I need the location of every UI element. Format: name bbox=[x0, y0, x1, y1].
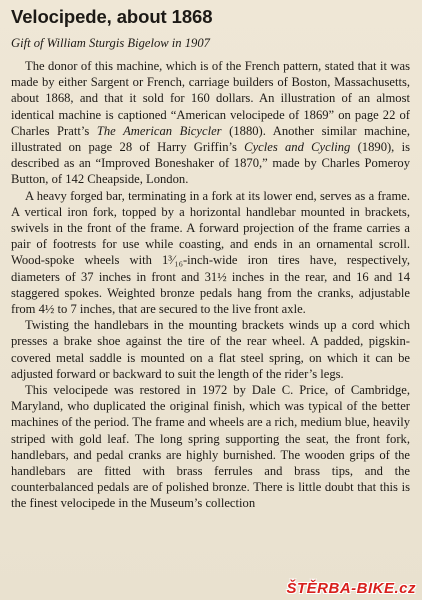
paragraph-brake: Twisting the handlebars in the mounting brackets winds up a cord which presses a brake shoe against the tire of the rear wheel. A padded, pigskin-covered metal saddle is mounted on a flat steel spring, on which it can be adjusted forward or backward to suit the length of the rider’s legs. bbox=[11, 318, 410, 381]
paragraph-text: The donor of this machine, which is of the French pattern, stated that it was made by either Sargent or French, carriage builders of Boston, Massachusetts, about 1868, and that it sold for 160 dollars. An illustration of an almost identical machine is captioned “American velocipede of 1869” on page 22 of Charles Pratt’s bbox=[11, 59, 410, 138]
paragraph-text: (1890), is described as an “Improved Boneshaker of 1870,” made by Charles Pomeroy Button, of 142 Cheapside, London. bbox=[11, 140, 410, 187]
paragraph-frame: A heavy forged bar, terminating in a fork at its lower end, serves as a frame. A vertical iron fork, topped by a horizontal handlebar mounted in brackets, swivels in the front of the frame. A forward projection of the frame carries a pair of footrests for use while coasting, and ends in an ornamental scroll. Wood-spoke wheels with 1³⁄₁₆-inch-wide iron tires have, respectively, diameters of 37 inches in front and 31½ inches in the rear, and 16 and 14 staggered spokes. Weighted bronze pedals hang from the cranks, adjustable from 4½ to 7 inches, that are secured to the live front axle. bbox=[11, 188, 410, 317]
book-title: Cycles and Cycling bbox=[244, 140, 351, 155]
page-subtitle: Gift of William Sturgis Bigelow in 1907 bbox=[11, 36, 210, 50]
page-title: Velocipede, about 1868 bbox=[11, 6, 213, 27]
paragraph-donor bbox=[11, 58, 410, 188]
paragraph-text: (1880). Another similar machine, illustrated on page 28 of Harry Griffin’s bbox=[11, 123, 410, 155]
paragraph-restoration: This velocipede was restored in 1972 by Dale C. Price, of Cambridge, Maryland, who duplicated the original finish, which was typical of the better machines of the period. The frame and wheels are a rich, medium blue, heavily striped with gold leaf. The long spring supporting the seat, the front fork, handlebars, and pedal cranks are highly burnished. The wooden grips of the handlebars are fitted with brass ferrules and brass tips, and the counterbalanced pedals are of polished bronze. There is little doubt that this is the finest velocipede in the Museum’s collection bbox=[11, 383, 410, 511]
site-watermark: ŠTĚRBA-BIKE.cz bbox=[286, 580, 416, 597]
book-title: The American Bicycler bbox=[96, 123, 222, 138]
